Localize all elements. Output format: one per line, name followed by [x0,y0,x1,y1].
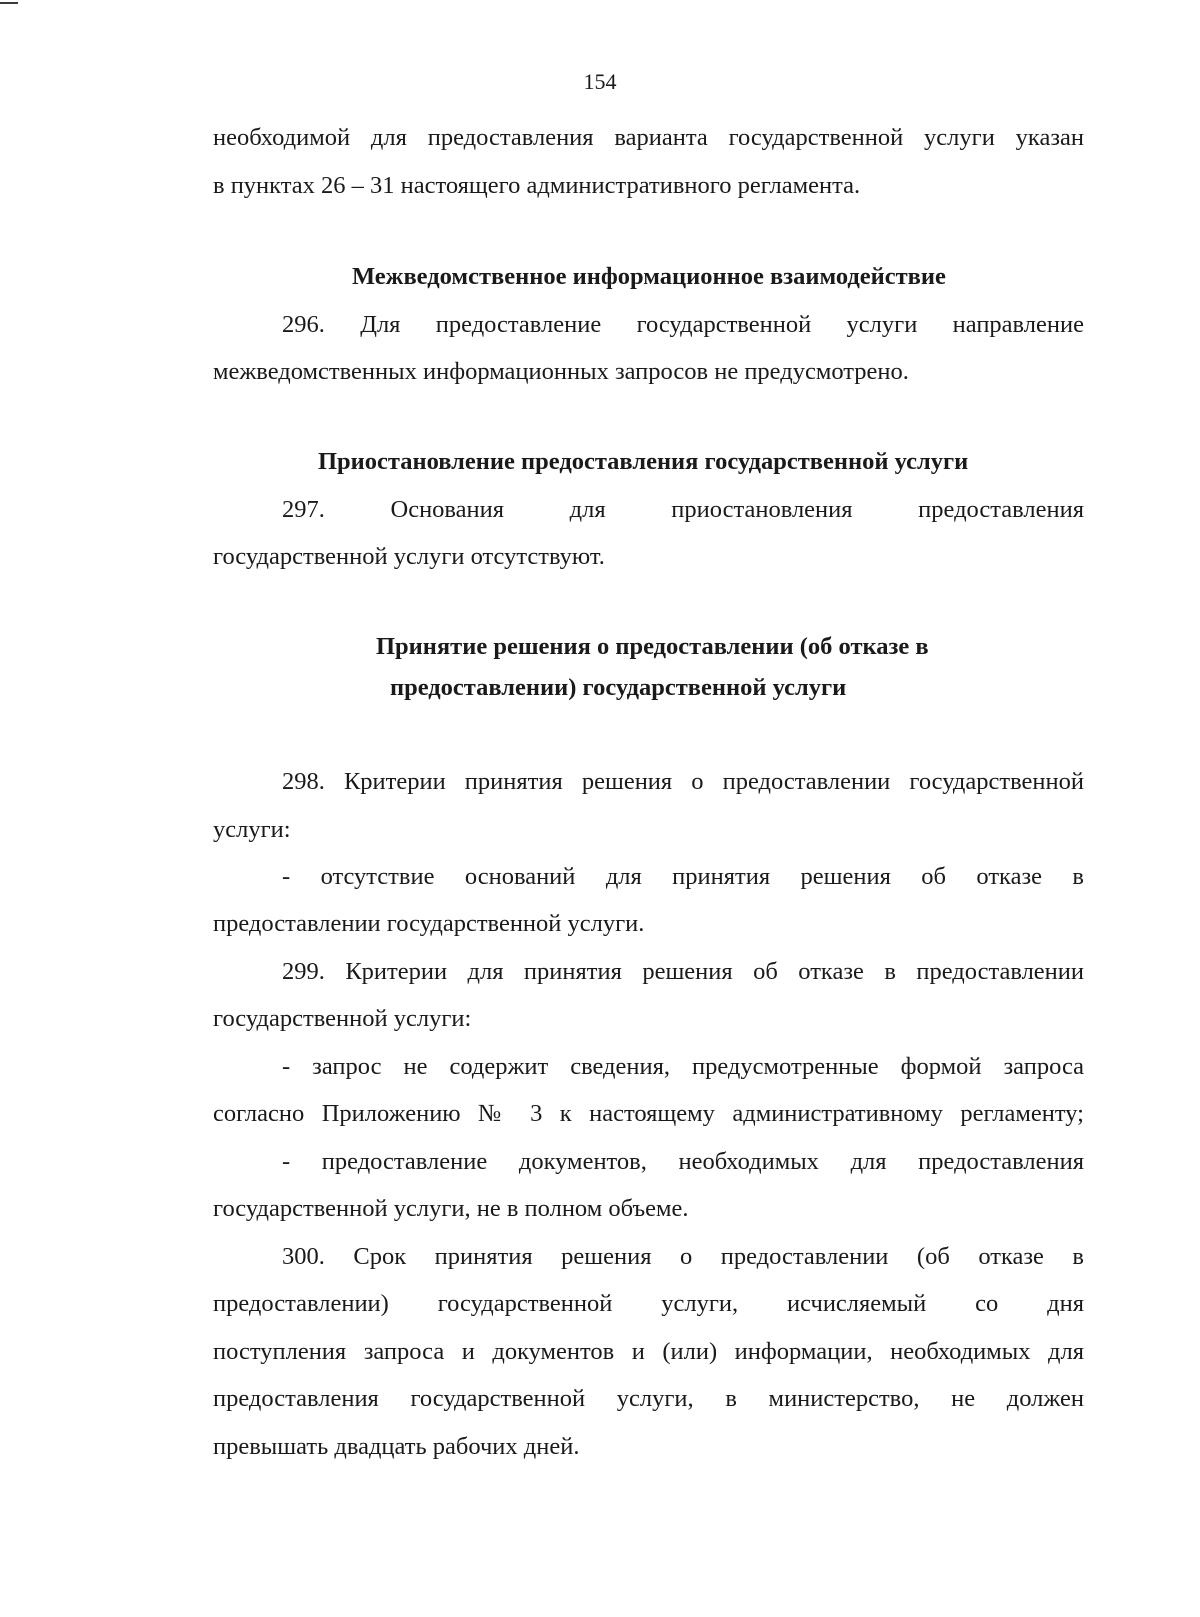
intro-line-1: необходимой для предоставления варианта государственной услуги указан [213,124,1084,151]
paragraph-299-item-1-line-2: согласно Приложению № 3 к настоящему административному регламенту; [213,1100,1084,1127]
paragraph-299-item-1-line-1: - запрос не содержит сведения, предусмотренные формой запроса [282,1053,1084,1080]
paragraph-298-line-1: 298. Критерии принятия решения о предоставлении государственной [282,768,1084,795]
paragraph-296-line-1: 296. Для предоставление государственной услуги направление [282,311,1084,338]
paragraph-300-line-2: предоставлении) государственной услуги, исчисляемый со дня [213,1290,1084,1317]
paragraph-298-item-1-line-2: предоставлении государственной услуги. [213,910,645,937]
scan-corner-mark [0,2,18,4]
paragraph-297-line-2: государственной услуги отсутствуют. [213,543,605,570]
section-heading-interagency: Межведомственное информационное взаимодействие [352,263,946,290]
paragraph-299-line-2: государственной услуги: [213,1005,472,1032]
paragraph-298-item-1-line-1: - отсутствие оснований для принятия решения об отказе в [282,863,1084,890]
page-number: 154 [583,69,617,94]
paragraph-300-line-1: 300. Срок принятия решения о предоставлении (об отказе в [282,1243,1084,1270]
paragraph-299-item-2-line-2: государственной услуги, не в полном объеме. [213,1195,689,1222]
paragraph-296-line-2: межведомственных информационных запросов не предусмотрено. [213,358,909,385]
paragraph-299-line-1: 299. Критерии для принятия решения об отказе в предоставлении [282,958,1084,985]
section-heading-decision-line-2: предоставлении) государственной услуги [390,674,847,701]
paragraph-300-line-5: превышать двадцать рабочих дней. [213,1433,580,1460]
section-heading-suspension: Приостановление предоставления государственной услуги [318,448,969,475]
paragraph-300-line-4: предоставления государственной услуги, в министерство, не должен [213,1385,1084,1412]
paragraph-300-line-3: поступления запроса и документов и (или) информации, необходимых для [213,1338,1084,1365]
intro-line-2: в пунктах 26 – 31 настоящего административного регламента. [213,172,861,199]
section-heading-decision-line-1: Принятие решения о предоставлении (об отказе в [376,633,929,660]
paragraph-297-line-1: 297. Основания для приостановления предоставления [282,496,1084,523]
paragraph-299-item-2-line-1: - предоставление документов, необходимых для предоставления [282,1148,1084,1175]
paragraph-298-line-2: услуги: [213,816,291,843]
